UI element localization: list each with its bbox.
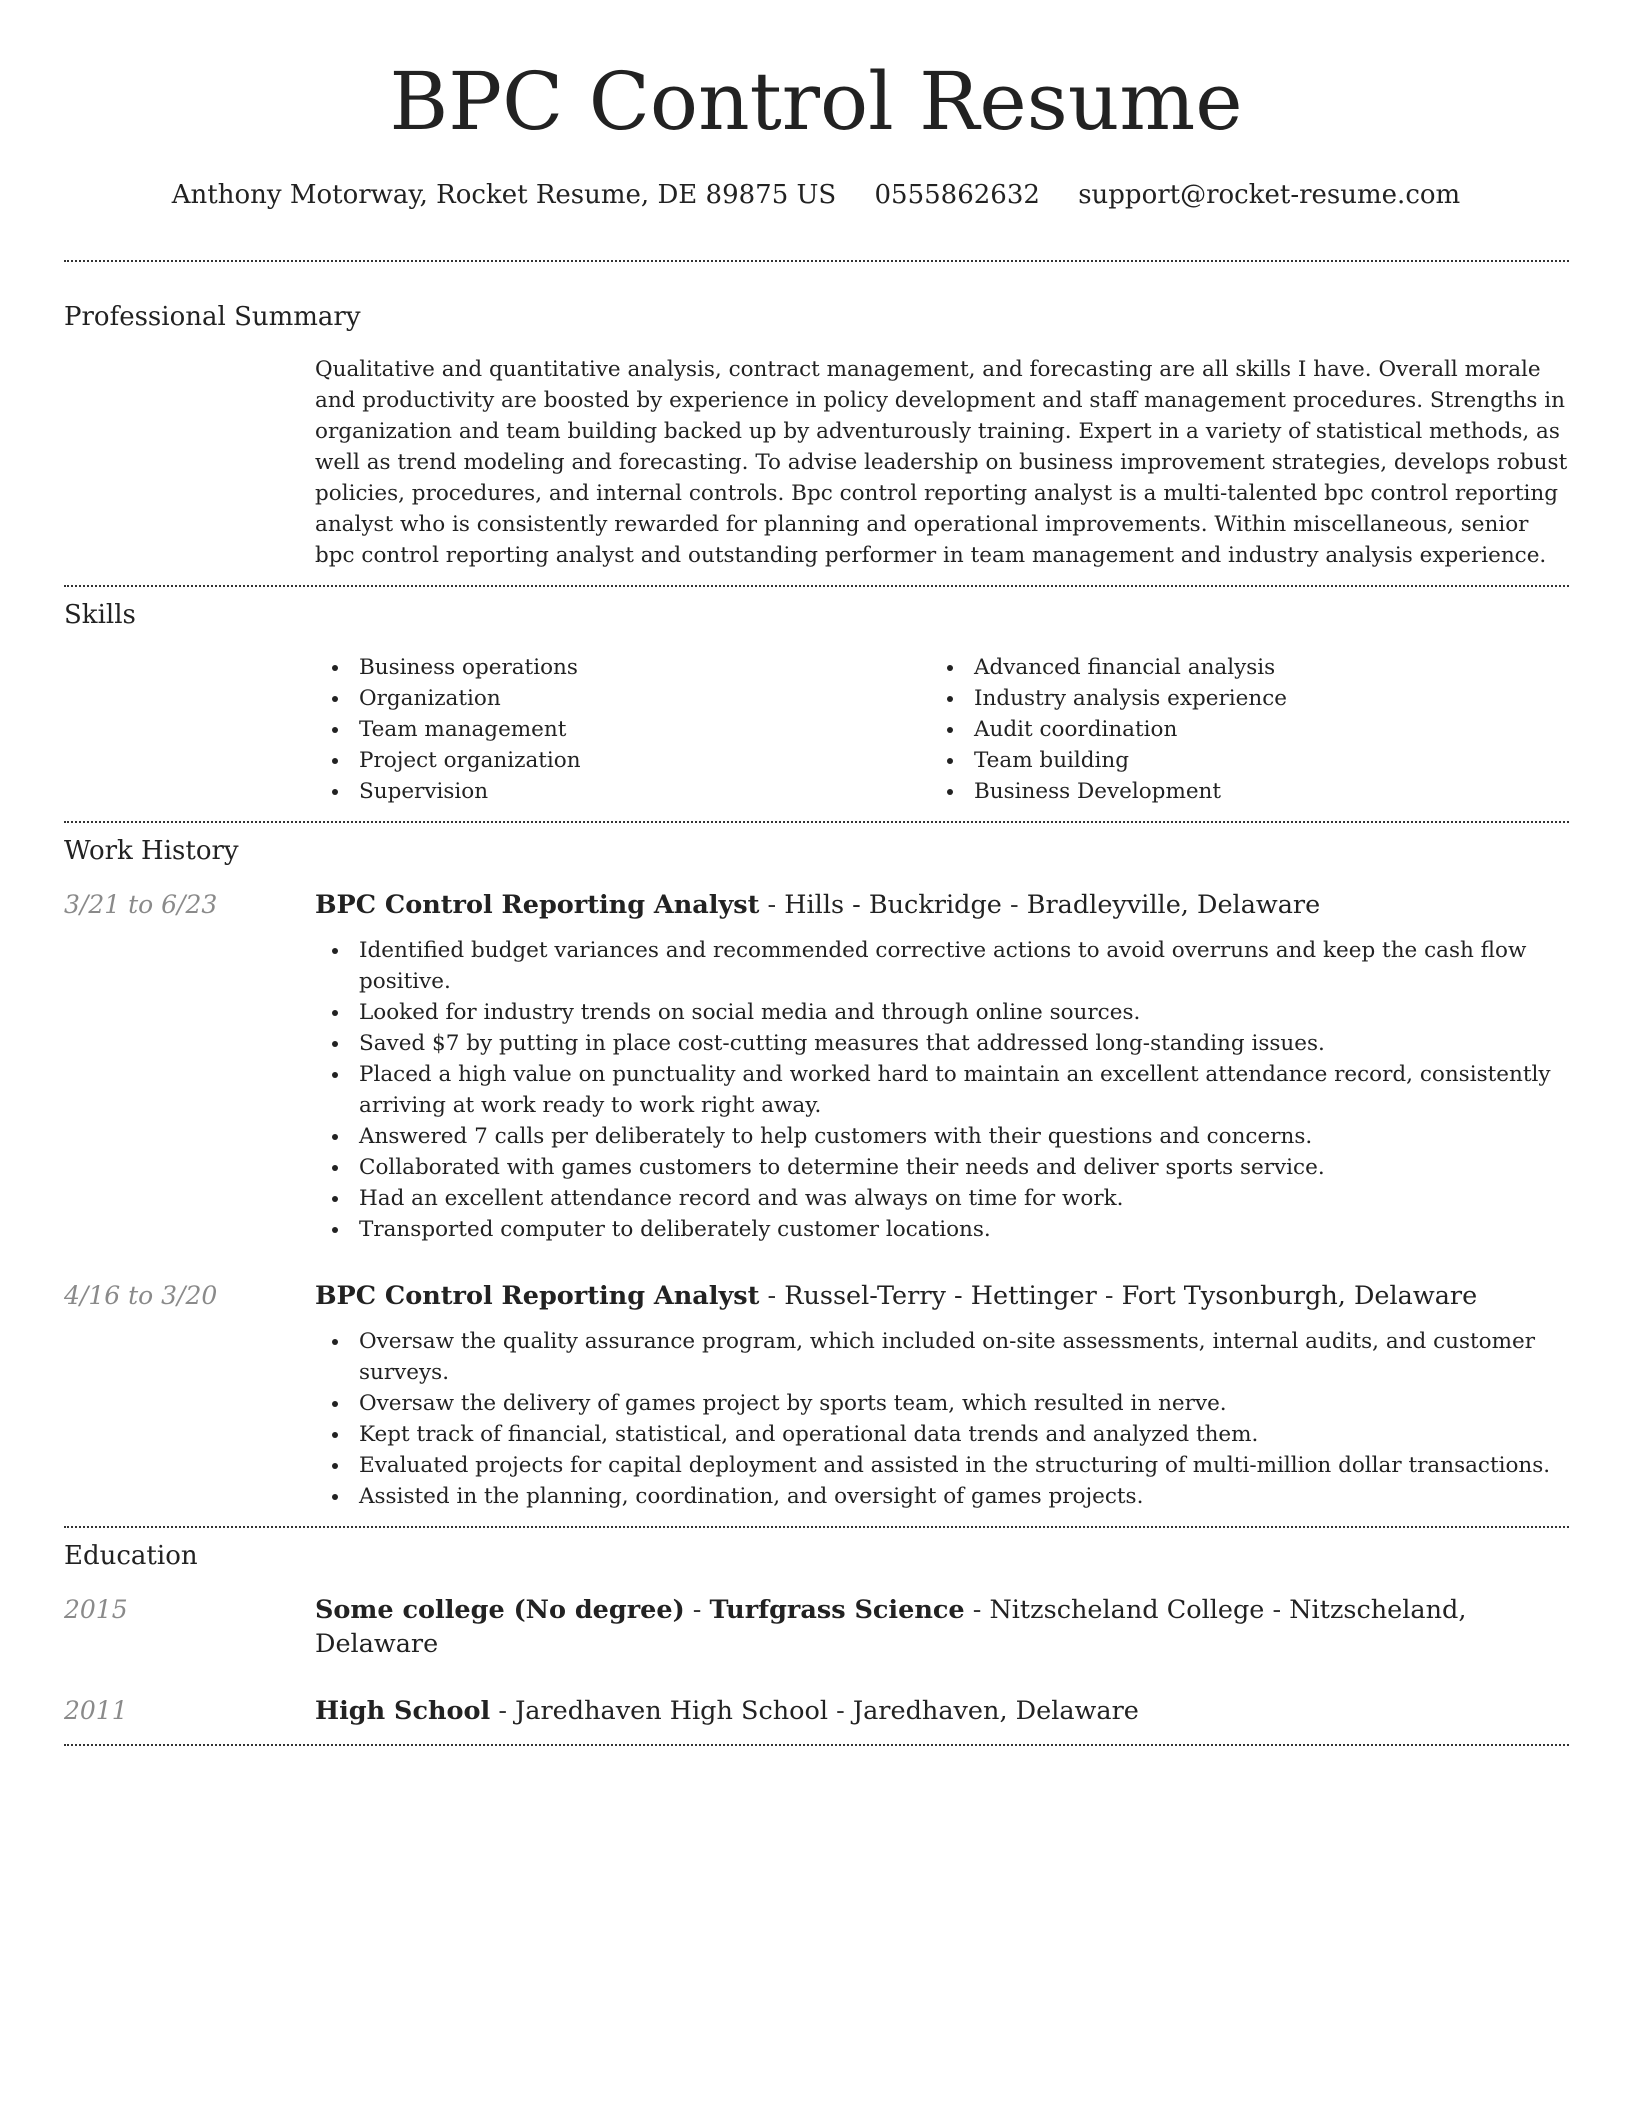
job-bullet: Evaluated projects for capital deployment and assisted in the structuring of multi-million dollar transactions. bbox=[315, 1450, 1569, 1481]
education-year: 2011 bbox=[64, 1696, 128, 1725]
section-title-summary: Professional Summary bbox=[64, 302, 361, 332]
contact-address: Anthony Motorway, Rocket Resume, DE 89875 US bbox=[171, 180, 837, 210]
skill-item: Project organization bbox=[315, 745, 930, 776]
job-bullet: Transported computer to deliberately customer locations. bbox=[315, 1214, 1569, 1245]
job-bullet: Looked for industry trends on social media and through online sources. bbox=[315, 997, 1569, 1028]
education-year: 2015 bbox=[64, 1595, 128, 1624]
job-entry bbox=[64, 1279, 1569, 1512]
education-field: Turfgrass Science bbox=[709, 1595, 965, 1625]
resume-title: BPC Control Resume bbox=[389, 55, 1243, 148]
section-title-education: Education bbox=[64, 1541, 198, 1571]
summary-text: Qualitative and quantitative analysis, contract management, and forecasting are all skills I have. Overall morale and productivity are boosted by experience in policy development and staff management procedures. Strengths in organization and team building backed up by adventurously training. Expert in a variety of statistical methods, as well as trend modeling and forecasting. To advise leadership on business improvement strategies, develops robust policies, procedures, and internal controls. Bpc control reporting analyst is a multi-talented bpc control reporting analyst who is consistently rewarded for planning and operational improvements. Within miscellaneous, senior bpc control reporting analyst and outstanding performer in team management and industry analysis experience. bbox=[315, 357, 1568, 568]
education-degree: Some college (No degree) bbox=[315, 1595, 685, 1625]
skill-item: Team management bbox=[315, 714, 930, 745]
job-location: Fort Tysonburgh, Delaware bbox=[1121, 1281, 1478, 1311]
job-bullet: Collaborated with games customers to determine their needs and deliver sports service. bbox=[315, 1152, 1569, 1183]
skills-grid bbox=[315, 652, 1569, 807]
job-bullet: Identified budget variances and recommended corrective actions to avoid overruns and keep the cash flow positive. bbox=[315, 935, 1569, 997]
skill-item: Industry analysis experience bbox=[930, 683, 1545, 714]
divider bbox=[64, 821, 1569, 823]
summary-section bbox=[64, 300, 1569, 571]
job-bullet: Had an excellent attendance record and was always on time for work. bbox=[315, 1183, 1569, 1214]
skills-list-right bbox=[930, 652, 1545, 807]
section-title-work: Work History bbox=[64, 836, 239, 866]
job-entry bbox=[64, 888, 1569, 1245]
work-section bbox=[64, 834, 1569, 1512]
education-school: Nitzscheland College bbox=[989, 1595, 1265, 1625]
skill-item: Supervision bbox=[315, 776, 930, 807]
contact-email: support@rocket-resume.com bbox=[1078, 180, 1461, 210]
skills-list-left bbox=[315, 652, 930, 807]
job-bullets bbox=[315, 1326, 1569, 1512]
education-title: High School - Jaredhaven High School - Jaredhaven, Delaware bbox=[315, 1696, 1139, 1726]
divider bbox=[64, 585, 1569, 587]
skill-item: Advanced financial analysis bbox=[930, 652, 1545, 683]
resume-header bbox=[0, 0, 1632, 212]
job-location: Bradleyville, Delaware bbox=[1026, 890, 1321, 920]
job-dates: 3/21 to 6/23 bbox=[64, 890, 218, 919]
skill-item: Business Development bbox=[930, 776, 1545, 807]
education-entry bbox=[64, 1593, 1569, 1661]
skill-item: Business operations bbox=[315, 652, 930, 683]
job-bullets bbox=[315, 935, 1569, 1245]
education-section bbox=[64, 1539, 1569, 1728]
section-title-skills: Skills bbox=[64, 600, 136, 630]
skill-item: Organization bbox=[315, 683, 930, 714]
divider bbox=[64, 260, 1569, 262]
job-bullet: Kept track of financial, statistical, and operational data trends and analyzed them. bbox=[315, 1419, 1569, 1450]
job-dates: 4/16 to 3/20 bbox=[64, 1281, 218, 1310]
job-bullet: Answered 7 calls per deliberately to help customers with their questions and concerns. bbox=[315, 1121, 1569, 1152]
job-title: BPC Control Reporting Analyst - Hills - Buckridge - Bradleyville, Delaware bbox=[315, 890, 1321, 920]
education-title: Some college (No degree) - Turfgrass Science - Nitzscheland College - Nitzscheland, Delaware bbox=[315, 1595, 1467, 1659]
education-degree: High School bbox=[315, 1696, 491, 1726]
contact-phone: 0555862632 bbox=[874, 180, 1040, 210]
divider bbox=[64, 1526, 1569, 1528]
education-location: Nitzscheland, Delaware bbox=[315, 1595, 1467, 1659]
job-title: BPC Control Reporting Analyst - Russel-Terry - Hettinger - Fort Tysonburgh, Delaware bbox=[315, 1281, 1478, 1311]
contact-line bbox=[0, 178, 1632, 212]
divider bbox=[64, 1744, 1569, 1746]
job-position: BPC Control Reporting Analyst bbox=[315, 890, 760, 920]
skill-item: Team building bbox=[930, 745, 1545, 776]
skill-item: Audit coordination bbox=[930, 714, 1545, 745]
job-employer: Hills - Buckridge bbox=[784, 890, 1002, 920]
job-bullet: Assisted in the planning, coordination, and oversight of games projects. bbox=[315, 1481, 1569, 1512]
job-bullet: Saved $7 by putting in place cost-cutting measures that addressed long-standing issues. bbox=[315, 1028, 1569, 1059]
education-school: Jaredhaven High School bbox=[515, 1696, 829, 1726]
job-position: BPC Control Reporting Analyst bbox=[315, 1281, 760, 1311]
education-entry bbox=[64, 1694, 1569, 1728]
job-bullet: Placed a high value on punctuality and worked hard to maintain an excellent attendance record, consistently arriving at work ready to work right away. bbox=[315, 1059, 1569, 1121]
education-location: Jaredhaven, Delaware bbox=[852, 1696, 1139, 1726]
job-bullet: Oversaw the quality assurance program, which included on-site assessments, internal audits, and customer surveys. bbox=[315, 1326, 1569, 1388]
job-employer: Russel-Terry - Hettinger bbox=[784, 1281, 1097, 1311]
skills-section bbox=[64, 598, 1569, 807]
job-bullet: Oversaw the delivery of games project by sports team, which resulted in nerve. bbox=[315, 1388, 1569, 1419]
